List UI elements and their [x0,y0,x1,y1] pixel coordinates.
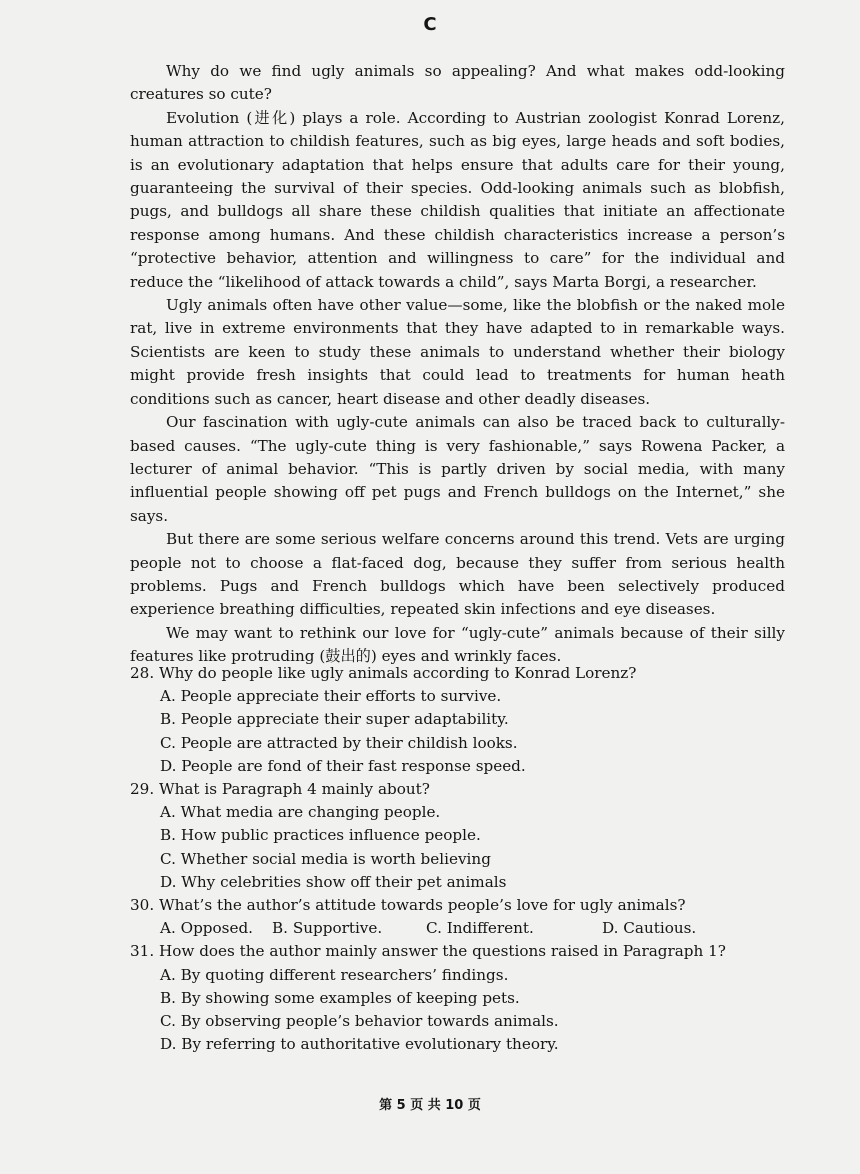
section-letter: C [423,14,437,35]
option-b[interactable]: B. People appreciate their super adaptability. [160,710,509,729]
option-d[interactable]: D. Cautious. [602,919,697,938]
question-28 [130,662,785,778]
paragraph-2: Evolution (进化) plays a role. According to Austrian zoologist Konrad Lorenz, human attraction to childish features, such as big eyes, large heads and soft bodies, is an evolutionary adaptation that helps ensure that adults care for their young, guaranteeing the survival of their species. Odd-looking animals such as blobfish, pugs, and bulldogs all share these childish qualities that initiate an affectionate response among humans. And these childish characteristics increase a person’s “protective behavior, attention and willingness to care” for the individual and reduce the “likelihood of attack towards a child”, says Marta Borgi, a researcher. [130,108,785,291]
option-b[interactable]: B. By showing some examples of keeping pets. [160,988,520,1007]
option-b[interactable]: B. Supportive. [272,919,383,938]
option-c[interactable]: C. People are attracted by their childish looks. [160,733,518,752]
question-stem: 29. What is Paragraph 4 mainly about? [130,780,430,799]
option-row [130,917,785,940]
question-29 [130,778,785,894]
paragraph-3: Ugly animals often have other value—some, like the blobfish or the naked mole rat, live in extreme environments that they have adapted to in remarkable ways. Scientists are keen to study these animals to understand whether their biology might provide fresh insights that could lead to treatments for human heath conditions such as cancer, heart disease and other deadly diseases. [130,296,785,408]
question-stem: 31. How does the author mainly answer the questions raised in Paragraph 1? [130,942,726,961]
option-a[interactable]: A. What media are changing people. [160,803,441,822]
question-stem: 28. Why do people like ugly animals according to Konrad Lorenz? [130,664,637,682]
option-a[interactable]: A. People appreciate their efforts to survive. [160,687,502,706]
option-list [130,801,785,894]
option-d[interactable]: D. By referring to authoritative evolutionary theory. [160,1035,559,1054]
paragraph-6: We may want to rethink our love for “ugly-cute” animals because of their silly features like protruding (鼓出的) eyes and wrinkly faces. [130,623,785,666]
option-d[interactable]: D. People are fond of their fast response speed. [160,756,526,775]
paragraph-5: But there are some serious welfare concerns around this trend. Vets are urging people not to choose a flat-faced dog, because they suffer from serious health problems. Pugs and French bulldogs which have been selectively produced experience breathing difficulties, repeated skin infections and eye diseases. [130,530,785,619]
question-list [130,662,785,1056]
option-b[interactable]: B. How public practices influence people. [160,826,481,845]
option-list [130,685,785,778]
option-c[interactable]: C. Whether social media is worth believing [160,849,491,868]
page-number-footer: 第 5 页 共 10 页 [379,1098,481,1113]
paragraph-4: Our fascination with ugly-cute animals can also be traced back to culturally-based causes. “The ugly-cute thing is very fashionable,” says Rowena Packer, a lecturer of animal behavior. “This is partly driven by social media, with many influential people showing off pet pugs and French bulldogs on the Internet,” she says. [130,413,785,525]
reading-passage [130,60,785,669]
option-a[interactable]: A. By quoting different researchers’ findings. [160,965,509,984]
option-c[interactable]: C. Indifferent. [426,919,534,938]
option-a[interactable]: A. Opposed. [160,919,253,938]
question-31 [130,940,785,1056]
paragraph-1: Why do we find ugly animals so appealing? And what makes odd-looking creatures so cute? [130,62,785,104]
question-30 [130,894,785,940]
option-list [130,964,785,1057]
question-stem: 30. What’s the author’s attitude towards people’s love for ugly animals? [130,896,686,915]
option-d[interactable]: D. Why celebrities show off their pet animals [160,872,507,891]
option-c[interactable]: C. By observing people’s behavior towards animals. [160,1012,559,1031]
